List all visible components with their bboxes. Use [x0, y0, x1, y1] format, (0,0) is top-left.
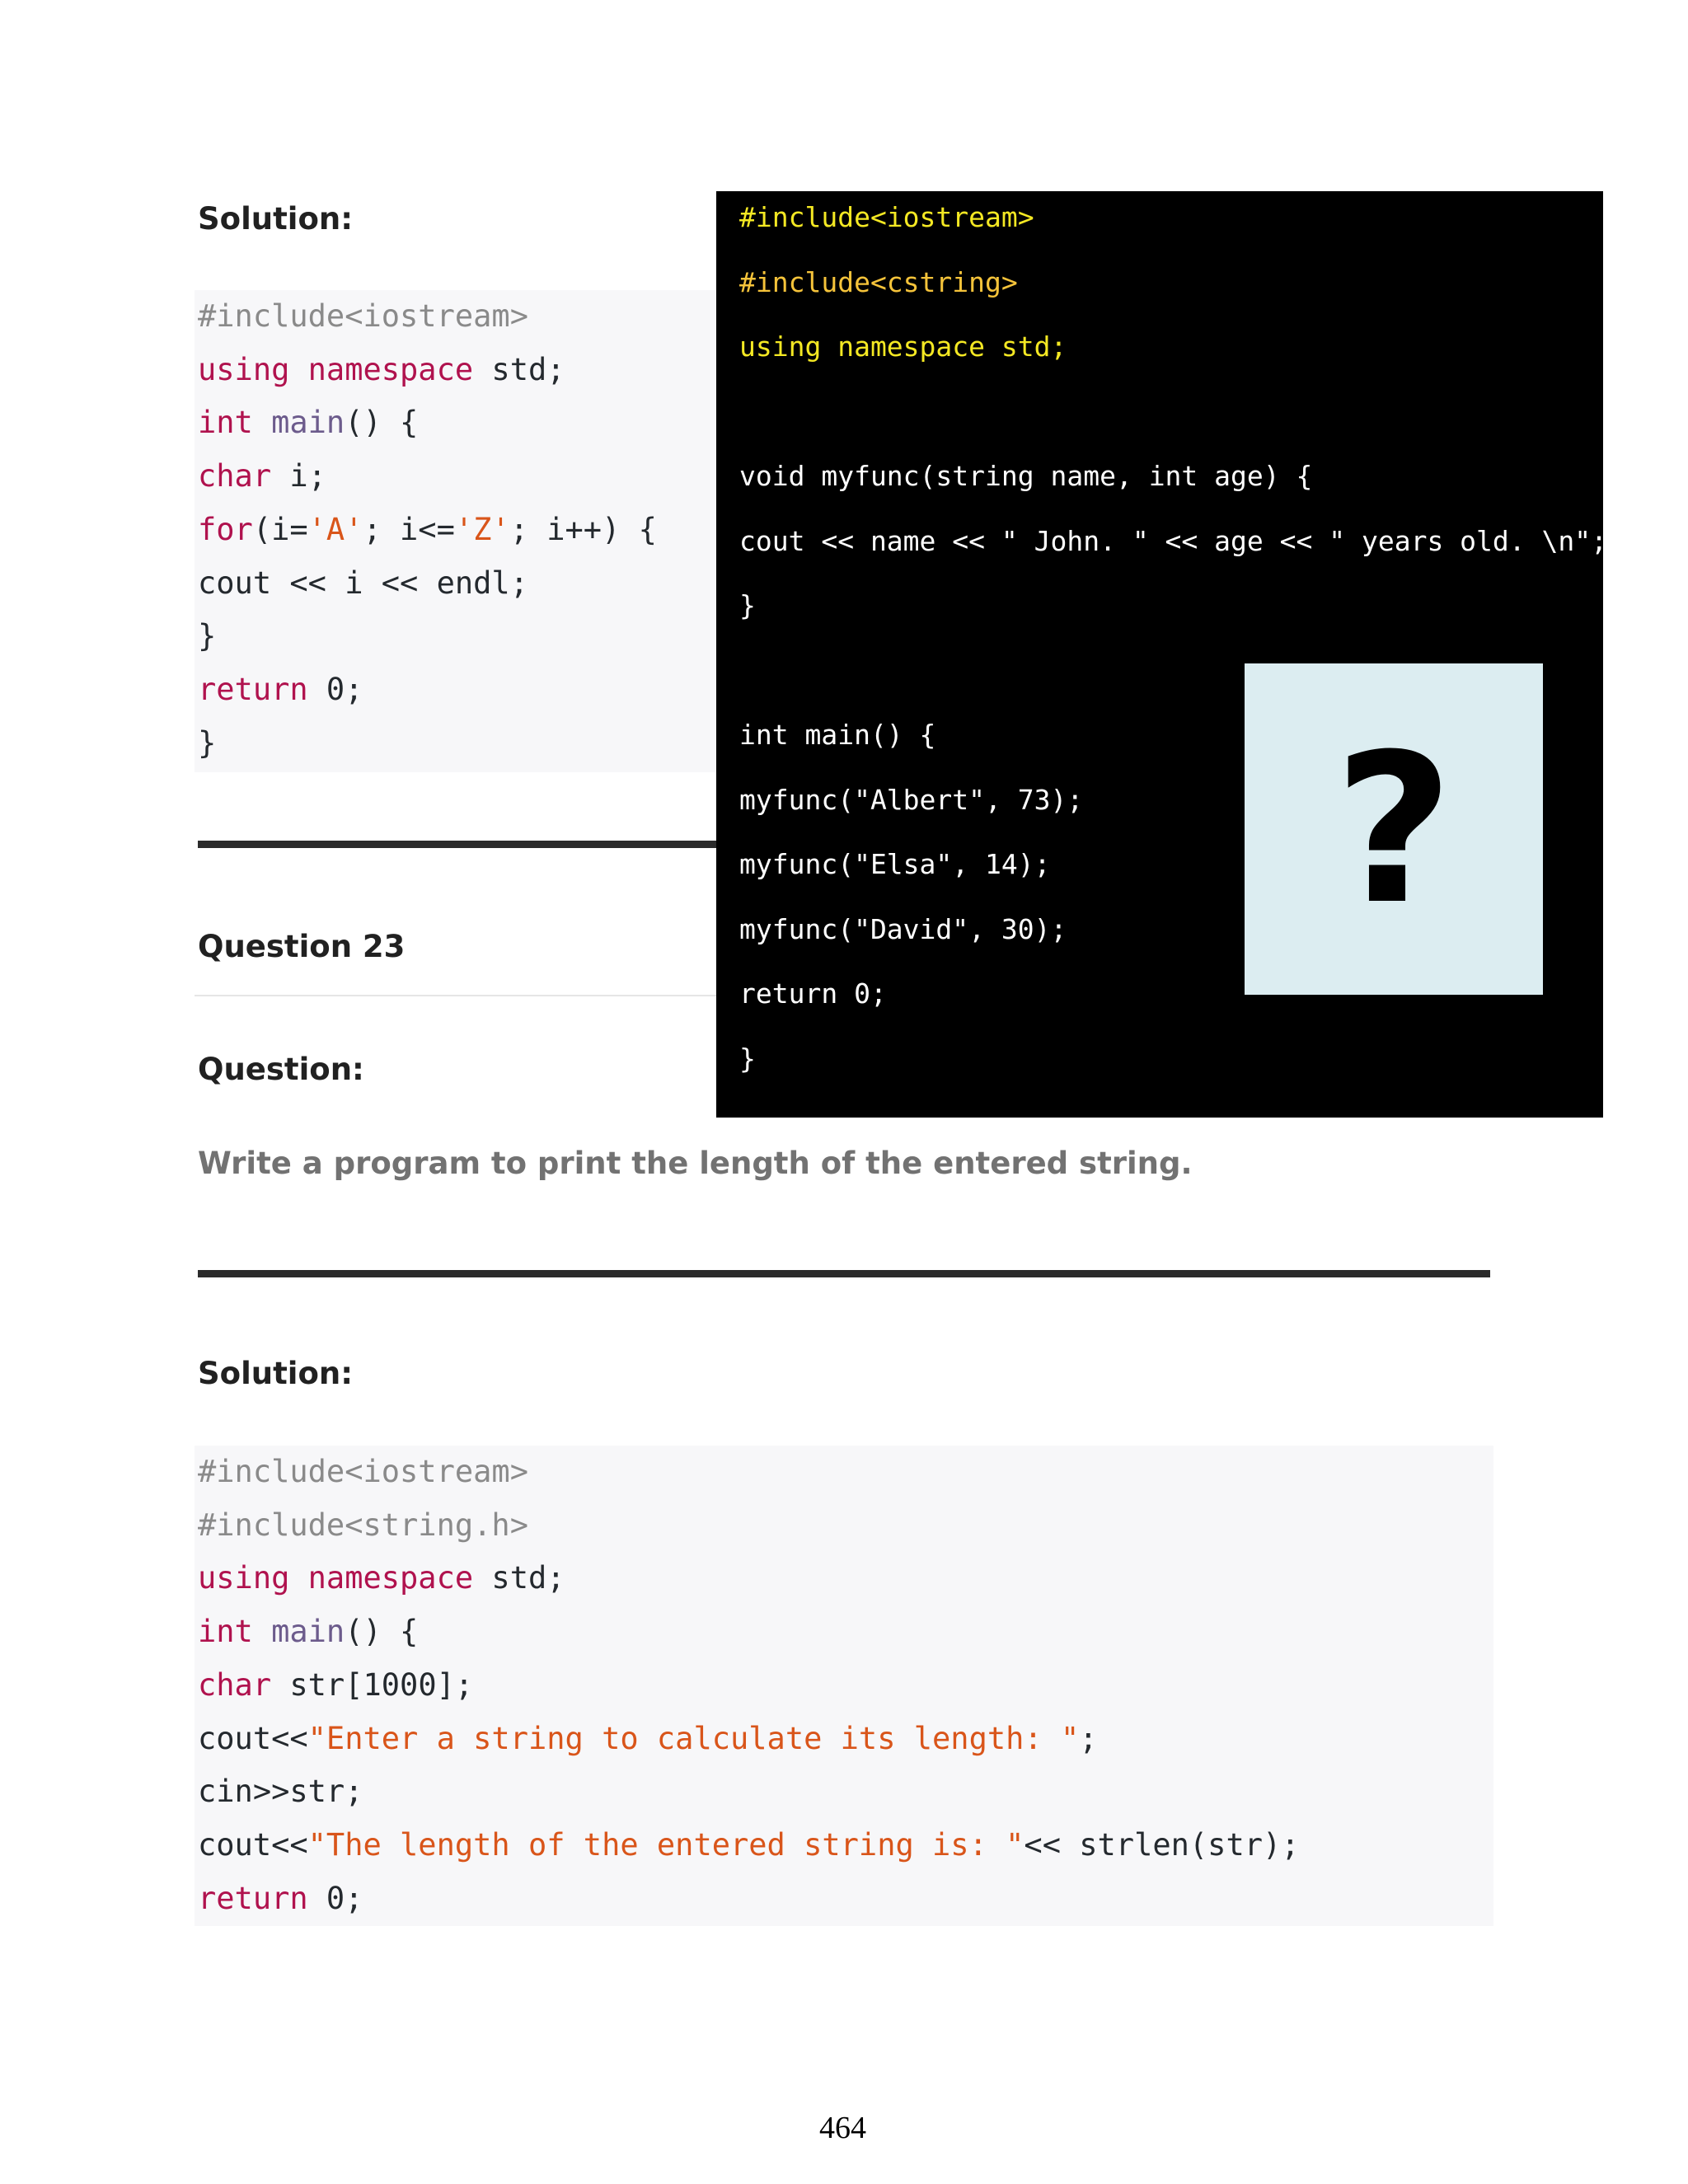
code-line: } — [739, 1042, 756, 1075]
code-line: void myfunc(string name, int age) { — [739, 460, 1313, 492]
code-line: myfunc("Albert", 73); — [739, 783, 1084, 816]
code-line: char str[1000]; — [198, 1666, 474, 1703]
code-line: cout << name << " John. " << age << " years old. \n"; — [739, 524, 1607, 557]
code-line: cin>>str; — [198, 1774, 363, 1810]
code-line: for(i='A'; i<='Z'; i++) { — [198, 511, 657, 547]
question-mark-icon: ? — [1334, 709, 1454, 949]
solution-heading-2: Solution: — [198, 1356, 354, 1391]
code-line: cout<<"Enter a string to calculate its length: "; — [198, 1720, 1098, 1756]
code-line: } — [739, 589, 756, 621]
code-image-overlay — [716, 191, 1607, 1118]
code-line: using namespace std; — [198, 1560, 565, 1596]
code-line: return 0; — [739, 977, 887, 1010]
code-line: #include<cstring> — [739, 265, 1018, 298]
code-line: int main() { — [198, 1614, 419, 1650]
code-line: using namespace std; — [198, 351, 565, 387]
code-line: #include<iostream> — [739, 201, 1034, 233]
code-line: #include<iostream> — [198, 298, 528, 334]
code-line: #include<iostream> — [198, 1454, 528, 1489]
question-text: Write a program to print the length of the entered string. — [198, 1146, 1193, 1181]
code-line: myfunc("David", 30); — [739, 912, 1067, 945]
code-block-1 — [195, 290, 722, 772]
code-line: using namespace std; — [739, 330, 1067, 363]
page-number: 464 — [819, 2111, 866, 2145]
code-line: } — [198, 618, 217, 654]
code-line: char i; — [198, 458, 326, 494]
code-line: cout << i << endl; — [198, 565, 528, 601]
code-line: } — [198, 724, 217, 761]
thin-divider — [195, 995, 722, 996]
code-line: return 0; — [198, 1880, 363, 1916]
divider-1 — [198, 841, 725, 848]
code-line: return 0; — [198, 671, 363, 707]
question-mark-box — [1245, 663, 1543, 995]
code-line: cout<<"The length of the entered string is: "<< strlen(str); — [198, 1826, 1300, 1863]
divider-2 — [198, 1270, 1490, 1277]
question-label: Question: — [198, 1052, 364, 1087]
code-line: myfunc("Elsa", 14); — [739, 848, 1051, 880]
code-line: int main() { — [739, 719, 936, 751]
code-line: #include<string.h> — [198, 1507, 528, 1543]
code-block-2 — [195, 1446, 1493, 1926]
code-line: int main() { — [198, 405, 419, 441]
solution-heading-1: Solution: — [198, 201, 354, 237]
question-number-heading: Question 23 — [198, 929, 406, 964]
